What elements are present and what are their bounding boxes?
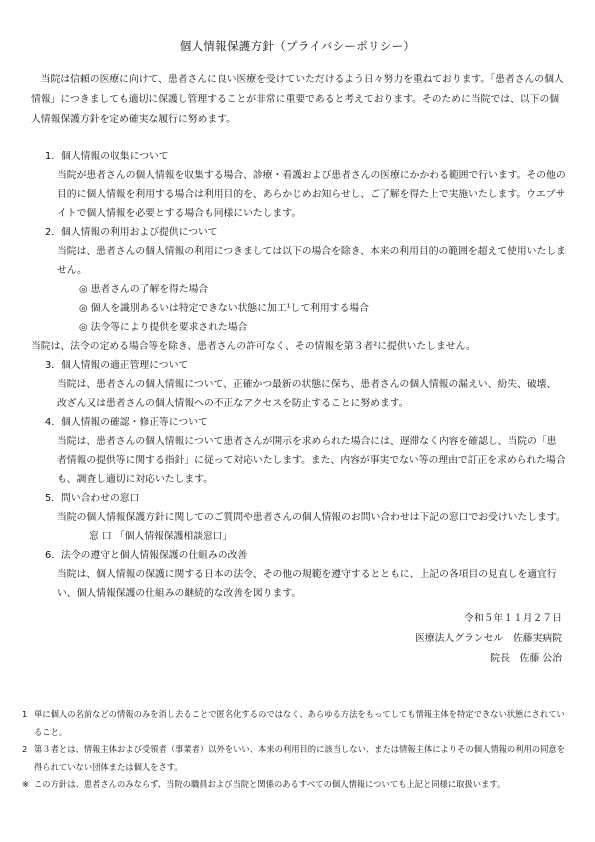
signature-block [415, 609, 562, 669]
section-management [31, 356, 566, 413]
section-heading: 5．問い合わせの窓口 [45, 493, 140, 504]
list-item: ◎ 患者さんの了解を得た場合 [79, 284, 209, 295]
footnote [22, 706, 572, 741]
contact-window: 窓 口 「個人情報保護相談窓口」 [89, 531, 233, 542]
footnote-mark: 1 [22, 709, 28, 719]
section-contact [31, 489, 566, 546]
signature-person: 院長 佐藤 公治 [490, 653, 562, 664]
section-heading: 2．個人情報の利用および提供について [45, 227, 218, 238]
footnotes [22, 706, 572, 794]
signature-organization: 医療法人グランセル 佐藤実病院 [415, 633, 562, 644]
footnote-text: この方針は、患者さんのみならず、当院の職員および当院と関係のあるすべての個人情報についても上記と同様に取扱います。 [34, 779, 506, 789]
section-use-provision [31, 223, 566, 356]
exception-list [79, 280, 566, 337]
list-item: ◎ 法令等により提供を要求された場合 [79, 322, 248, 333]
section-body: 当院の個人情報保護方針に関してのご質問や患者さんの個人情報のお問い合わせは下記の窓口でお受けいたします。 [57, 512, 566, 523]
section-collection [31, 147, 566, 223]
section-compliance [31, 546, 566, 603]
policy-sections [31, 147, 566, 603]
section-heading: 1．個人情報の収集について [45, 151, 169, 162]
footnote [22, 776, 572, 794]
page-title: 個人情報保護方針（プライバシーポリシー） [179, 39, 416, 53]
signature-date: 令和５年１１月２７日 [464, 613, 562, 624]
list-item: ◎ 個人を識別あるいは特定できない状態に加工¹して利用する場合 [79, 303, 369, 314]
footnote-mark: ※ [22, 779, 29, 789]
intro-paragraph: 当院は信頼の医療に向けて、患者さんに良い医療を受けていただけるよう日々努力を重ねております。「患者さんの個人情報」につきましても適切に保護し管理することが非常に重要であると考えております。そのために当院では、以下の個人情報保護方針を定め確実な履行に努めます。 [31, 74, 564, 125]
footnote [22, 741, 572, 776]
section-body: 当院は、患者さんの個人情報の利用につきましては以下の場合を除き、本来の利用目的の範囲を超えて使用いたしません。 [57, 246, 566, 276]
section-heading: 3．個人情報の適正管理について [45, 360, 189, 371]
section-heading: 6．法令の遵守と個人情報保護の仕組みの改善 [45, 550, 248, 561]
footnote-text: 第３者とは、情報主体および受領者（事業者）以外をいい、本来の利用目的に該当しない、または情報主体によりその個人情報の利用の同意を得られていない団体または個人をさす。 [34, 744, 566, 772]
footnote-mark: 2 [22, 744, 28, 754]
section-confirmation [31, 413, 566, 489]
section-body: 当院は、患者さんの個人情報について患者さんが開示を求められた場合には、遅滞なく内容を確認し、当院の「患者情報の提供等に関する指針」に従って対応いたします。また、内容が事実でない等の理由で訂正を求められた場合も、調査し適切に対応いたします。 [57, 436, 566, 485]
footnote-text: 単に個人の名前などの情報のみを消し去ることで匿名化するのではなく、あらゆる方法をもってしても情報主体を特定できない状態にされていること。 [34, 709, 565, 737]
section-tail: 当院は、法令の定める場合等を除き、患者さんの許可なく、その情報を第３者²に提供いたしません。 [31, 341, 476, 352]
section-body: 当院は、患者さんの個人情報について、正確かつ最新の状態に保ち、患者さんの個人情報の漏えい、紛失、破壊、改ざん又は患者さんの個人情報への不正なアクセスを防止することに努めます。 [57, 379, 557, 409]
section-heading: 4．個人情報の確認・修正等について [45, 417, 208, 428]
section-body: 当院は、個人情報の保護に関する日本の法令、その他の規範を遵守するとともに、上記の各項目の見直しを適宜行い、個人情報保護の仕組みの継続的な改善を図ります。 [57, 569, 557, 599]
section-body: 当院が患者さんの個人情報を収集する場合、診療・看護および患者さんの医療にかかわる範囲で行います。その他の目的に個人情報を利用する場合は利用目的を、あらかじめお知らせし、ご了解を得た上で実施いたします。ウエブサイトで個人情報を必要とする場合も同様にいたします。 [57, 170, 566, 219]
